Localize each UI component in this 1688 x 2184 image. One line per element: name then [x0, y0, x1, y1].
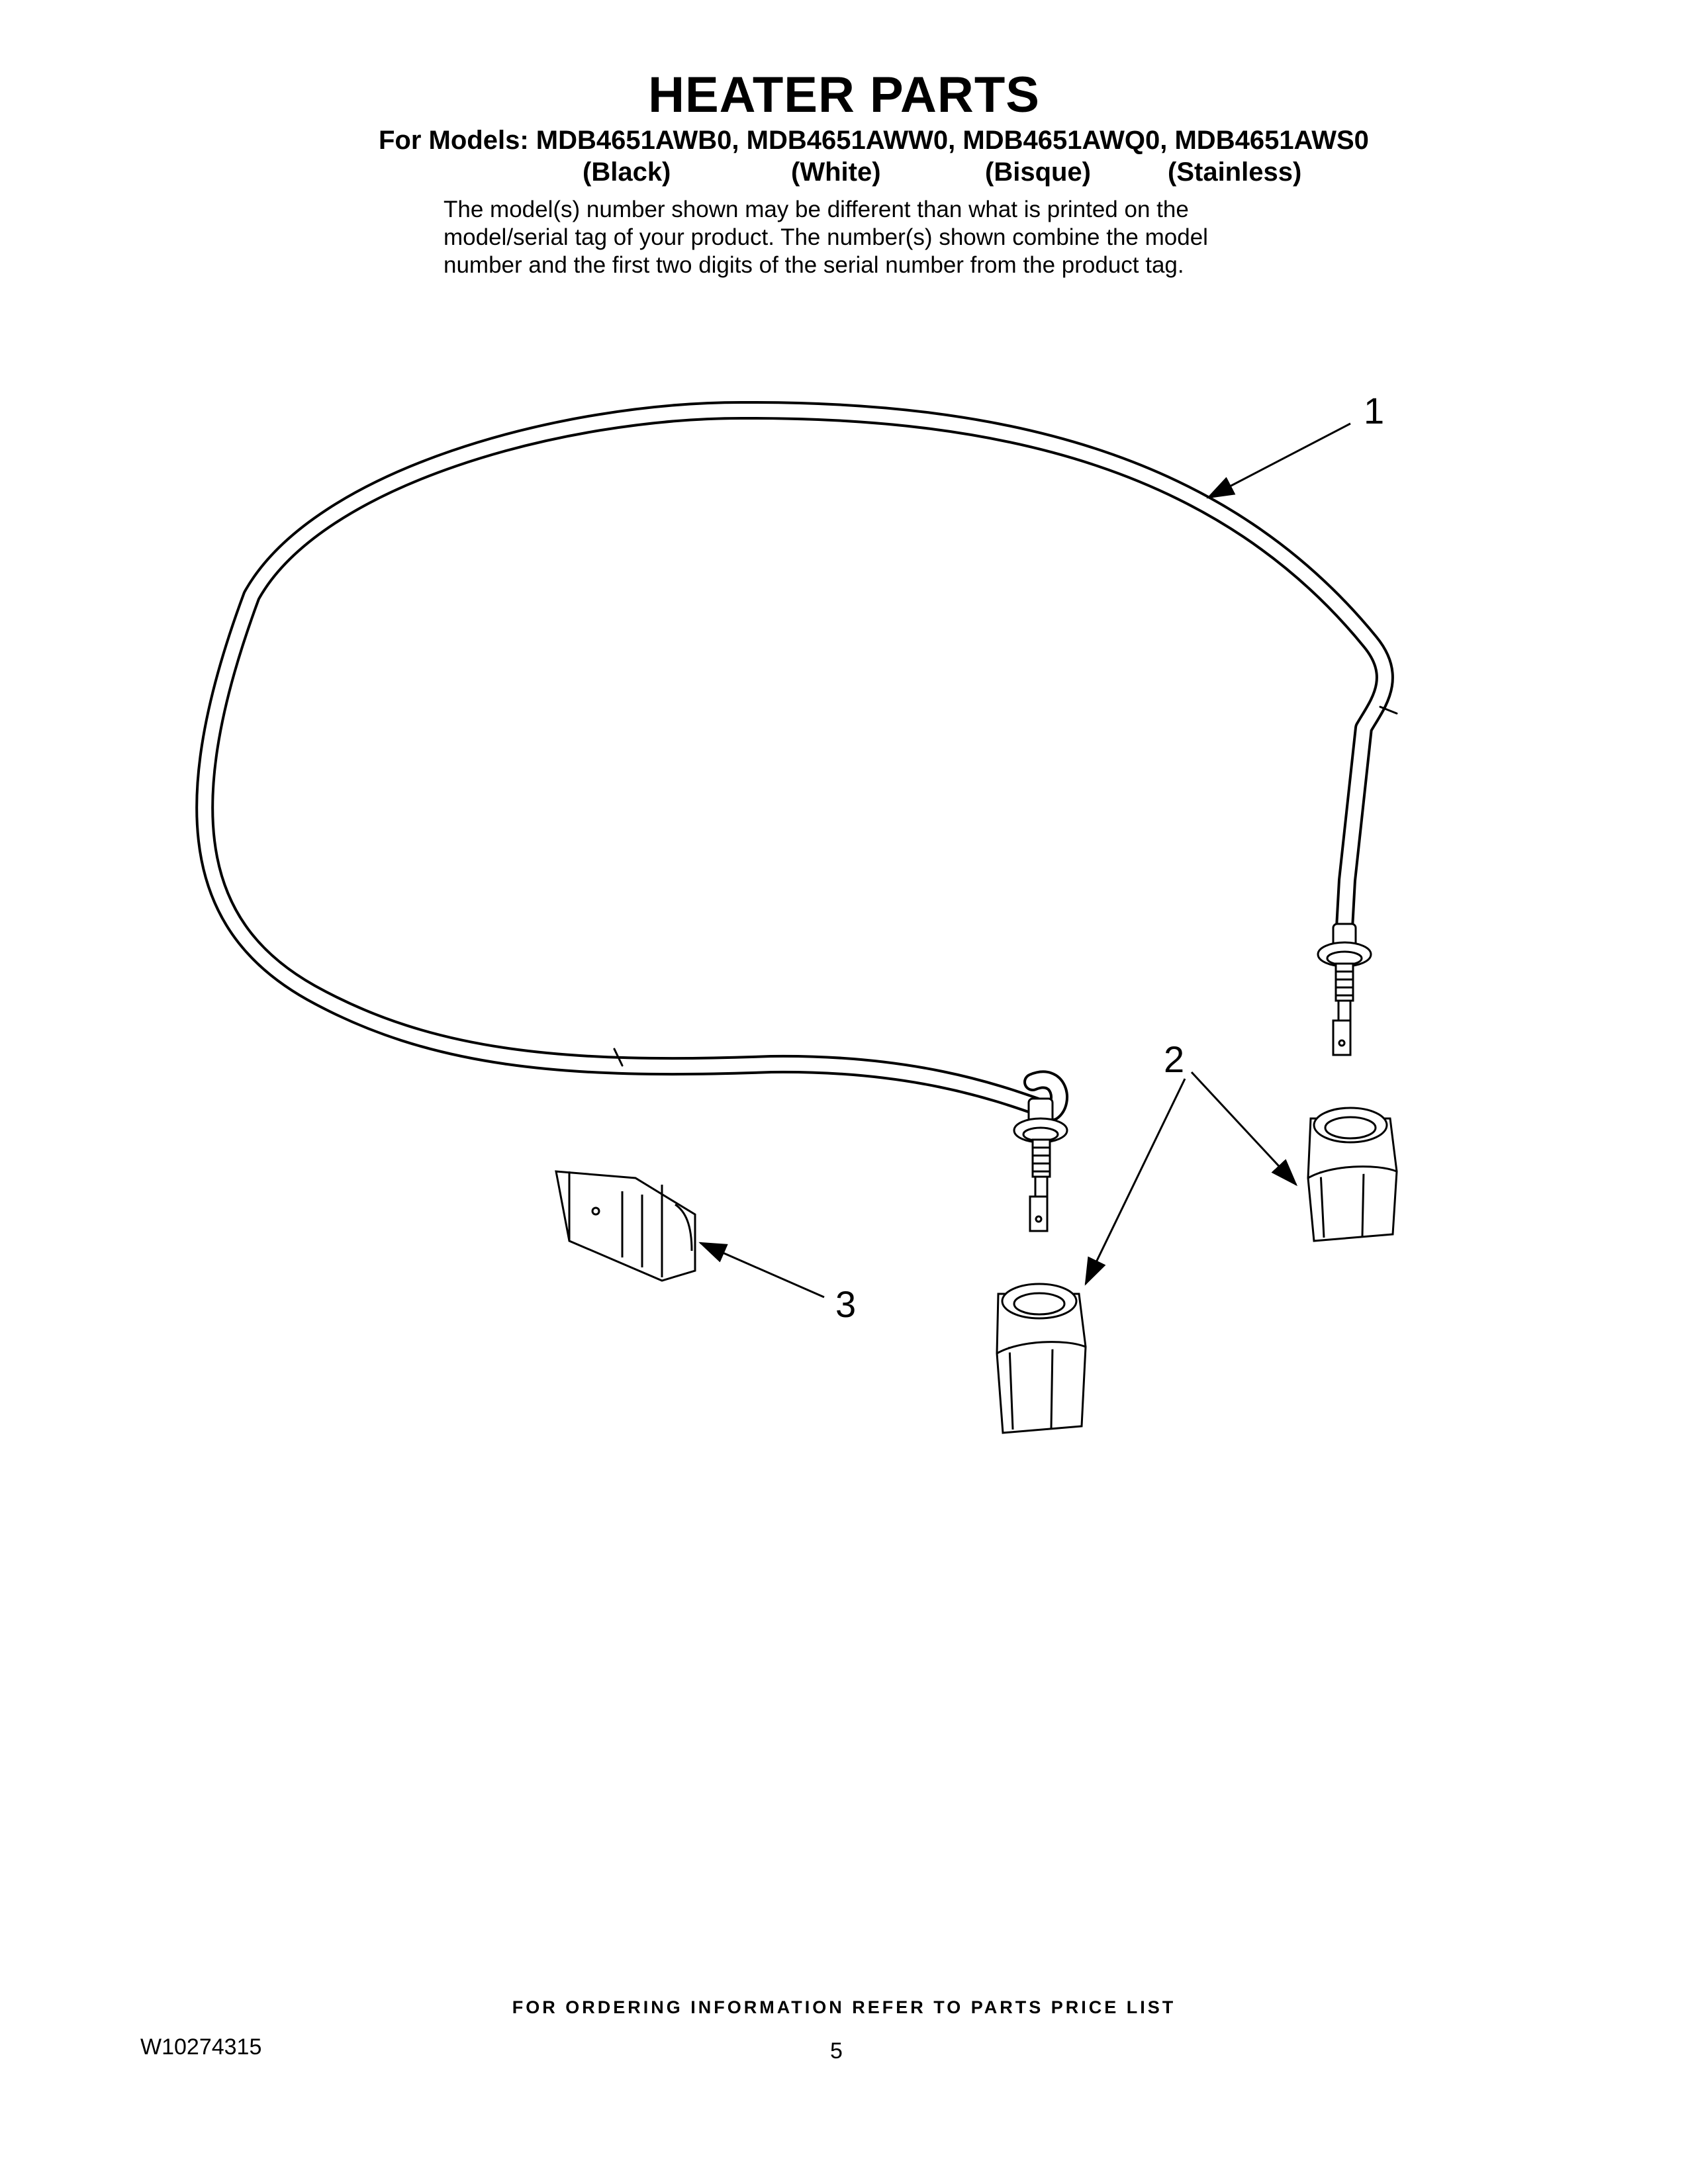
note-line-3: number and the first two digits of the serial number from the product tag. [444, 252, 1184, 278]
leader-lines [700, 424, 1350, 1297]
color-white: (White) [791, 158, 881, 187]
note-line-1: The model(s) number shown may be different than what is printed on the [444, 197, 1189, 222]
callout-2: 2 [1164, 1038, 1185, 1080]
models-line: For Models: MDB4651AWB0, MDB4651AWW0, MDB4651AWQ0, MDB4651AWS0 [379, 126, 1369, 155]
color-bisque: (Bisque) [985, 158, 1091, 187]
callout-3: 3 [835, 1283, 857, 1325]
left-terminal [1014, 1099, 1067, 1231]
right-terminal [1318, 924, 1371, 1055]
heating-element [205, 410, 1397, 1112]
ordering-info: FOR ORDERING INFORMATION REFER TO PARTS PRICE LIST [512, 1997, 1176, 2017]
page-title: HEATER PARTS [648, 67, 1040, 123]
document-number: W10274315 [140, 2034, 262, 2060]
hex-nut-left [997, 1284, 1086, 1433]
wire-clip [556, 1171, 695, 1281]
callout-1: 1 [1364, 390, 1385, 432]
note-line-2: model/serial tag of your product. The number(s) shown combine the model [444, 224, 1208, 250]
page-number: 5 [830, 2038, 843, 2064]
hex-nut-right [1308, 1108, 1397, 1241]
color-stainless: (Stainless) [1168, 158, 1302, 187]
color-black: (Black) [583, 158, 671, 187]
